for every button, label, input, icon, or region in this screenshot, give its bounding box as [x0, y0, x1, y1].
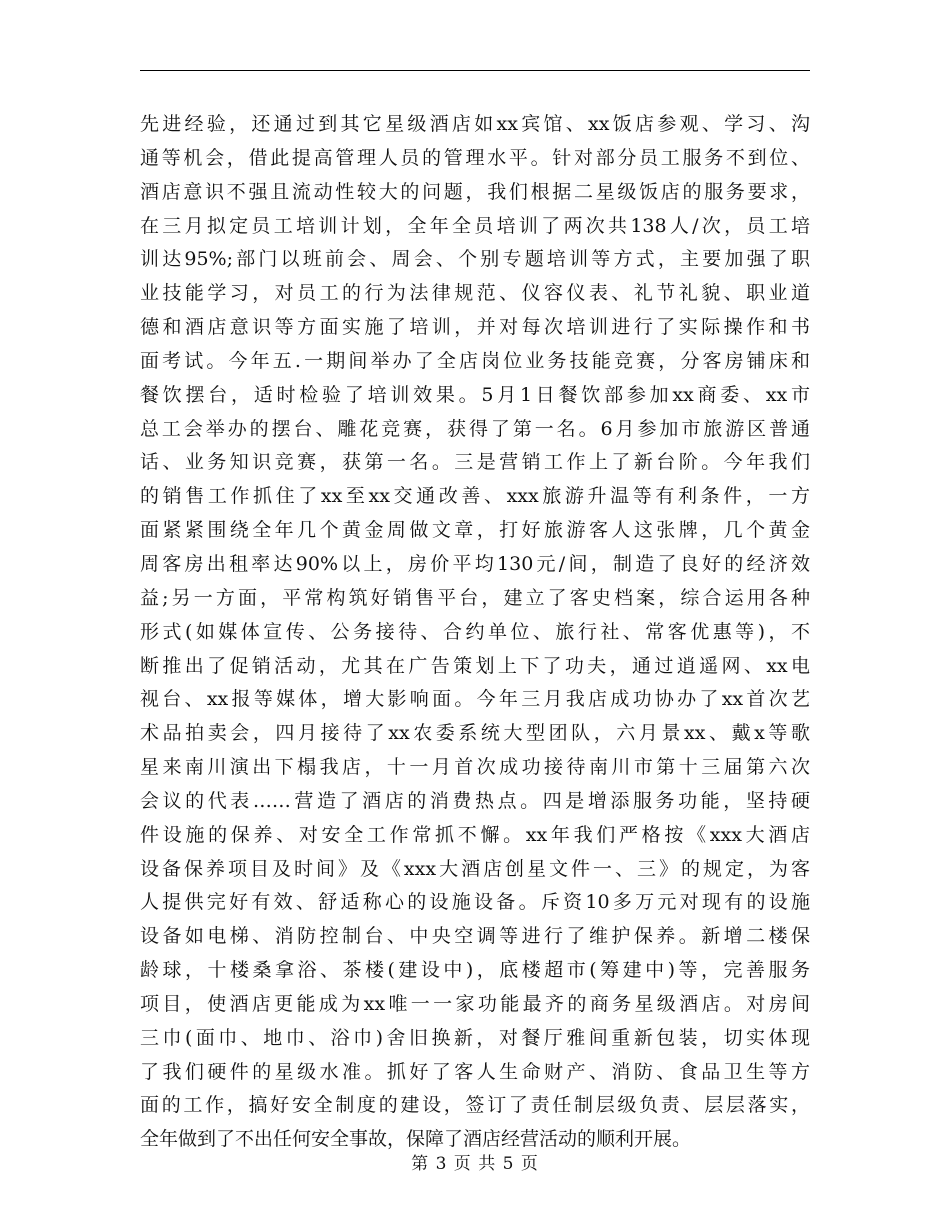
body-text: [140, 108, 810, 1157]
text-line: 全年做到了不出任何安全事故，保障了酒店经营活动的顺利开展。: [140, 1128, 692, 1151]
text-line: 项目，使酒店更能成为xx唯一一家功能最齐的商务星级酒店。对房间: [140, 992, 810, 1015]
text-line: 三巾(面巾、地巾、浴巾)舍旧换新，对餐厅雅间重新包装，切实体现: [140, 1026, 810, 1049]
text-line: 设备保养项目及时间》及《xxx大酒店创星文件一、三》的规定，为客: [140, 857, 810, 880]
text-line: 话、业务知识竞赛，获第一名。三是营销工作上了新台阶。今年我们: [140, 451, 810, 474]
text-line: 视台、xx报等媒体，增大影响面。今年三月我店成功协办了xx首次艺: [140, 688, 810, 711]
text-line: 会议的代表……营造了酒店的消费热点。四是增添服务功能，坚持硬: [140, 789, 810, 812]
text-line: 断推出了促销活动，尤其在广告策划上下了功夫，通过逍遥网、xx电: [140, 654, 810, 677]
text-line: 人提供完好有效、舒适称心的设施设备。斥资10多万元对现有的设施: [140, 891, 810, 914]
text-line: 设备如电梯、消防控制台、中央空调等进行了维护保养。新增二楼保: [140, 925, 810, 948]
text-line: 总工会举办的摆台、雕花竞赛，获得了第一名。6月参加市旅游区普通: [140, 417, 810, 440]
text-line: 在三月拟定员工培训计划，全年全员培训了两次共138人/次，员工培: [140, 214, 810, 237]
text-line: 龄球，十楼桑拿浴、茶楼(建设中)，底楼超市(筹建中)等，完善服务: [140, 959, 810, 982]
text-line: 面紧紧围绕全年几个黄金周做文章，打好旅游客人这张牌，几个黄金: [140, 519, 810, 542]
text-line: 通等机会，借此提高管理人员的管理水平。针对部分员工服务不到位、: [140, 146, 810, 169]
text-line: 件设施的保养、对安全工作常抓不懈。xx年我们严格按《xxx大酒店: [140, 823, 810, 846]
text-line: 了我们硬件的星级水准。抓好了客人生命财产、消防、食品卫生等方: [140, 1060, 810, 1083]
header-rule: [140, 70, 810, 71]
text-line: 面的工作，搞好安全制度的建设，签订了责任制层级负责、层层落实，: [140, 1094, 810, 1117]
text-line: 餐饮摆台，适时检验了培训效果。5月1日餐饮部参加xx商委、xx市: [140, 383, 810, 406]
text-line: 德和酒店意识等方面实施了培训，并对每次培训进行了实际操作和书: [140, 316, 810, 339]
text-line: 的销售工作抓住了xx至xx交通改善、xxx旅游升温等有利条件，一方: [140, 485, 810, 508]
text-line: 形式(如媒体宣传、公务接待、合约单位、旅行社、常客优惠等)，不: [140, 620, 810, 643]
text-line: 术品拍卖会，四月接待了xx农委系统大型团队，六月景xx、戴x等歌: [140, 722, 810, 745]
text-line: 周客房出租率达90%以上，房价平均130元/间，制造了良好的经济效: [140, 552, 810, 575]
text-line: 业技能学习，对员工的行为法律规范、仪容仪表、礼节礼貌、职业道: [140, 282, 810, 305]
text-line: 酒店意识不强且流动性较大的问题，我们根据二星级饭店的服务要求，: [140, 180, 810, 203]
text-line: 训达95%;部门以班前会、周会、个别专题培训等方式，主要加强了职: [140, 248, 810, 271]
text-line: 益;另一方面，平常构筑好销售平台，建立了客史档案，综合运用各种: [140, 586, 810, 609]
text-line: 面考试。今年五.一期间举办了全店岗位业务技能竞赛，分客房铺床和: [140, 349, 810, 372]
text-line: 星来南川演出下榻我店，十一月首次成功接待南川市第十三届第六次: [140, 756, 810, 779]
page-footer: 第 3 页 共 5 页: [411, 1154, 539, 1174]
text-line: 先进经验，还通过到其它星级酒店如xx宾馆、xx饭店参观、学习、沟: [140, 113, 810, 135]
